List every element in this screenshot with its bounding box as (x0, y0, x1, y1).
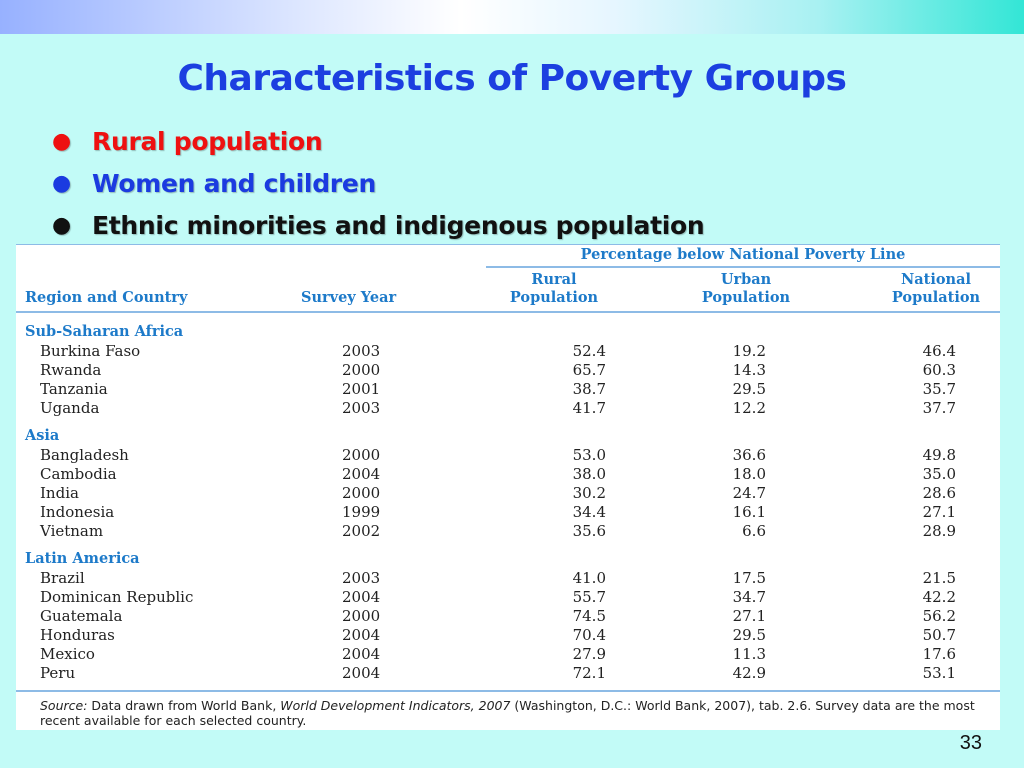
cell-national: 50.7 (922, 626, 956, 644)
cell-rural: 35.6 (572, 522, 606, 540)
cell-year: 1999 (342, 503, 381, 521)
cell-urban: 6.6 (742, 522, 766, 540)
column-header-rural (486, 271, 622, 307)
cell-national: 28.9 (922, 522, 956, 540)
cell-country: India (40, 484, 79, 502)
cell-urban: 27.1 (732, 607, 766, 625)
table-row (16, 503, 1000, 522)
table-row (16, 645, 1000, 664)
cell-urban: 29.5 (732, 380, 766, 398)
table-row (16, 446, 1000, 465)
bullet-dot-icon: ● (52, 212, 71, 238)
column-header-national (872, 271, 1000, 307)
cell-rural: 41.7 (572, 399, 606, 417)
cell-year: 2004 (342, 645, 381, 663)
cell-country: Bangladesh (40, 446, 129, 464)
cell-rural: 38.0 (572, 465, 606, 483)
bullet-item (52, 204, 704, 246)
bullet-item (52, 120, 704, 162)
table-row (16, 361, 1000, 380)
cell-country: Rwanda (40, 361, 102, 379)
source-text-part1: Data drawn from World Bank, (87, 698, 281, 713)
region-heading: Asia (25, 427, 60, 444)
cell-urban: 19.2 (732, 342, 766, 360)
table-row (16, 626, 1000, 645)
table-row (16, 465, 1000, 484)
column-header-urban-line1: Urban (720, 271, 772, 288)
cell-urban: 24.7 (732, 484, 766, 502)
cell-national: 53.1 (922, 664, 956, 682)
cell-national: 49.8 (922, 446, 956, 464)
cell-national: 42.2 (922, 588, 956, 606)
cell-year: 2000 (342, 607, 381, 625)
table-bottom-rule (16, 690, 1000, 692)
source-label: Source: (40, 698, 88, 713)
table-row (16, 342, 1000, 361)
cell-year: 2001 (342, 380, 381, 398)
region-heading: Latin America (25, 550, 140, 567)
page-number: 33 (959, 732, 982, 754)
cell-rural: 52.4 (572, 342, 606, 360)
cell-rural: 30.2 (572, 484, 606, 502)
cell-rural: 55.7 (572, 588, 606, 606)
cell-rural: 34.4 (572, 503, 606, 521)
cell-year: 2000 (342, 484, 381, 502)
cell-urban: 36.6 (732, 446, 766, 464)
table-row (16, 522, 1000, 541)
cell-urban: 11.3 (732, 645, 766, 663)
cell-year: 2004 (342, 588, 381, 606)
cell-year: 2000 (342, 446, 381, 464)
source-text-part2: (Washington, D.C.: World Bank, 2007), tab. 2.6. Survey data are the most recent available for each selected country. (40, 698, 975, 728)
source-note (40, 698, 988, 728)
cell-national: 28.6 (922, 484, 956, 502)
cell-country: Brazil (40, 569, 85, 587)
cell-year: 2000 (342, 361, 381, 379)
cell-rural: 74.5 (572, 607, 606, 625)
cell-country: Honduras (40, 626, 115, 644)
bullet-text: Rural population (92, 126, 323, 156)
column-header-rural-line1: Rural (531, 271, 577, 288)
cell-urban: 42.9 (732, 664, 766, 682)
cell-national: 35.7 (922, 380, 956, 398)
cell-rural: 65.7 (572, 361, 606, 379)
slide-title: Characteristics of Poverty Groups (177, 58, 847, 99)
cell-year: 2004 (342, 465, 381, 483)
group-header: Percentage below National Poverty Line (580, 246, 906, 263)
cell-year: 2004 (342, 626, 381, 644)
cell-national: 17.6 (922, 645, 956, 663)
cell-country: Vietnam (40, 522, 104, 540)
cell-national: 60.3 (922, 361, 956, 379)
table-row (16, 588, 1000, 607)
column-header-year: Survey Year (301, 289, 397, 306)
cell-urban: 17.5 (732, 569, 766, 587)
cell-country: Indonesia (40, 503, 115, 521)
cell-national: 37.7 (922, 399, 956, 417)
bullet-text: Women and children (92, 168, 376, 198)
column-header-urban-line2: Population (701, 289, 791, 306)
cell-rural: 41.0 (572, 569, 606, 587)
cell-rural: 72.1 (572, 664, 606, 682)
table-row (16, 607, 1000, 626)
cell-country: Guatemala (40, 607, 123, 625)
cell-national: 35.0 (922, 465, 956, 483)
cell-rural: 38.7 (572, 380, 606, 398)
cell-rural: 70.4 (572, 626, 606, 644)
cell-urban: 14.3 (732, 361, 766, 379)
cell-rural: 27.9 (572, 645, 606, 663)
cell-country: Tanzania (40, 380, 108, 398)
header-bottom-rule (16, 311, 1000, 313)
bullet-text: Ethnic minorities and indigenous population (92, 210, 705, 240)
cell-country: Mexico (40, 645, 95, 663)
cell-national: 46.4 (922, 342, 956, 360)
cell-country: Dominican Republic (40, 588, 194, 606)
cell-urban: 16.1 (732, 503, 766, 521)
column-header-national-line1: National (901, 271, 971, 288)
column-header-urban (678, 271, 814, 307)
table-row (16, 569, 1000, 588)
region-heading: Sub-Saharan Africa (25, 323, 184, 340)
cell-urban: 12.2 (732, 399, 766, 417)
table-row (16, 380, 1000, 399)
bullet-dot-icon: ● (52, 128, 71, 154)
table-row (16, 399, 1000, 418)
source-publication: World Development Indicators, 2007 (280, 698, 511, 713)
poverty-table (16, 244, 1000, 730)
table-row (16, 484, 1000, 503)
cell-year: 2003 (342, 342, 381, 360)
cell-urban: 29.5 (732, 626, 766, 644)
cell-year: 2003 (342, 569, 381, 587)
column-header-rural-line2: Population (509, 289, 599, 306)
table-row (16, 664, 1000, 683)
cell-year: 2003 (342, 399, 381, 417)
group-header-rule (486, 266, 1000, 268)
column-header-national-line2: Population (891, 289, 981, 306)
column-header-region: Region and Country (25, 289, 188, 306)
cell-country: Cambodia (40, 465, 117, 483)
cell-country: Uganda (40, 399, 100, 417)
cell-country: Peru (40, 664, 76, 682)
bullet-dot-icon: ● (52, 170, 71, 196)
cell-year: 2004 (342, 664, 381, 682)
cell-urban: 18.0 (732, 465, 766, 483)
cell-national: 21.5 (922, 569, 956, 587)
cell-national: 27.1 (922, 503, 956, 521)
cell-country: Burkina Faso (40, 342, 141, 360)
cell-year: 2002 (342, 522, 381, 540)
cell-national: 56.2 (922, 607, 956, 625)
cell-rural: 53.0 (572, 446, 606, 464)
cell-urban: 34.7 (732, 588, 766, 606)
top-decorative-band (0, 0, 1024, 34)
table-top-rule (16, 244, 1000, 245)
bullet-item (52, 162, 704, 204)
bullet-list (52, 120, 704, 246)
